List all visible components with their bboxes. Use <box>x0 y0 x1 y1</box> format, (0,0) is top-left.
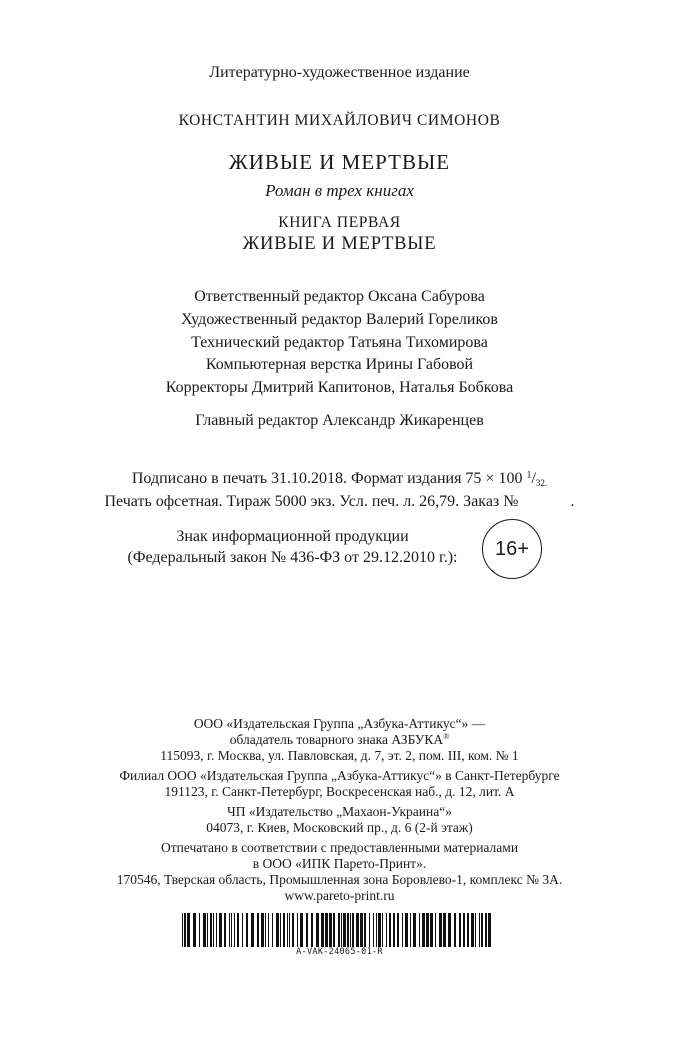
publisher-line: 191123, г. Санкт-Петербург, Воскресенская наб., д. 12, лит. А <box>164 784 515 799</box>
barcode-bar <box>389 913 391 947</box>
barcode-bar <box>251 913 254 947</box>
barcode-bar <box>343 913 346 947</box>
barcode-bar <box>435 913 436 947</box>
barcode-bar <box>463 913 465 947</box>
barcode-bar <box>419 913 420 947</box>
printer-line: 170546, Тверская область, Промышленная зона Боровлево-1, комплекс № 3А. <box>116 872 563 887</box>
credit-line: Технический редактор Татьяна Тихомирова <box>191 334 488 351</box>
credit-line: Ответственный редактор Оксана Сабурова <box>194 288 485 305</box>
barcode-bar <box>297 913 298 947</box>
barcode-bar <box>187 913 190 947</box>
printer-line: в ООО «ИПК Парето-Принт». <box>252 856 427 871</box>
barcode-bar <box>193 913 196 947</box>
print-info-text: Подписано в печать 31.10.2018. Формат издания 75 × 100 <box>131 470 527 487</box>
barcode-bar <box>459 913 461 947</box>
format-fraction-numerator: 1 <box>526 470 532 481</box>
barcode-bar <box>378 913 381 947</box>
barcode-bar <box>488 913 491 947</box>
barcode-bar <box>448 913 451 947</box>
credit-line: Художественный редактор Валерий Гореликов <box>181 311 498 328</box>
barcode-bar <box>471 913 474 947</box>
barcode-bar <box>479 913 480 947</box>
barcode-bar <box>350 913 351 947</box>
credit-line: Компьютерная верстка Ирины Габовой <box>205 356 474 373</box>
publisher-line: 04073, г. Киев, Московский пр., д. 6 (2-й этаж) <box>206 820 473 835</box>
barcode-bar <box>203 913 206 947</box>
barcode-bar <box>257 913 259 947</box>
barcode-bar <box>485 913 487 947</box>
book-subtitle: Роман в трех книгах <box>265 181 414 200</box>
printer-website: www.pareto-print.ru <box>284 888 395 903</box>
print-info-period: . <box>570 493 575 510</box>
barcode-bar <box>210 913 212 947</box>
barcode-bar <box>405 913 408 947</box>
age-rating-badge <box>482 519 542 579</box>
barcode-bar <box>242 913 243 947</box>
barcode-bar <box>219 913 222 947</box>
format-fraction-denominator: 32 <box>535 478 545 488</box>
format-fraction-separator: / <box>531 470 536 487</box>
print-info-line-1 <box>0 470 679 488</box>
barcode-bar <box>268 913 269 947</box>
barcode-bar <box>356 913 359 947</box>
publisher-line <box>0 732 679 748</box>
barcode-bar <box>341 913 342 947</box>
barcode-bar <box>199 913 200 947</box>
barcode-bar <box>184 913 186 947</box>
barcode <box>182 913 498 947</box>
barcode-bar <box>413 913 416 947</box>
barcode-bar <box>216 913 217 947</box>
barcode-bar <box>410 913 411 947</box>
barcode-bar <box>276 913 279 947</box>
chief-editor: Главный редактор Александр Жикаренцев <box>195 412 484 429</box>
info-mark-label: Знак информационной продукции <box>176 528 409 545</box>
edition-type: Литературно-художественное издание <box>209 64 470 81</box>
book-title: ЖИВЫЕ И МЕРТВЫЕ <box>228 150 451 174</box>
volume-label: КНИГА ПЕРВАЯ <box>278 214 401 231</box>
barcode-bar <box>376 913 377 947</box>
barcode-bar <box>280 913 281 947</box>
publisher-line: ЧП «Издательство „Махаон-Украина“» <box>227 804 452 819</box>
credit-line: Корректоры Дмитрий Капитонов, Наталья Бобкова <box>165 379 514 396</box>
print-info-line-2 <box>0 493 679 511</box>
barcode-bar <box>443 913 446 947</box>
barcode-bar <box>292 913 294 947</box>
print-info-period: . <box>544 478 548 488</box>
barcode-bar <box>325 913 328 947</box>
barcode-bar <box>224 913 226 947</box>
barcode-bar <box>426 913 429 947</box>
barcode-text: A-VAK-24065-01-R <box>296 947 383 957</box>
barcode-bar <box>475 913 476 947</box>
barcode-bar <box>300 913 303 947</box>
barcode-bar <box>467 913 469 947</box>
barcode-bar <box>229 913 230 947</box>
barcode-bar <box>382 913 383 947</box>
barcode-bar <box>329 913 332 947</box>
barcode-bar <box>306 913 308 947</box>
volume-title: ЖИВЫЕ И МЕРТВЫЕ <box>242 234 437 254</box>
barcode-bar <box>338 913 340 947</box>
age-rating-value: 16+ <box>495 537 529 560</box>
barcode-bar <box>481 913 483 947</box>
barcode-bar <box>386 913 387 947</box>
barcode-bar <box>231 913 232 947</box>
barcode-bar <box>213 913 214 947</box>
barcode-bar <box>402 913 403 947</box>
barcode-bar <box>347 913 349 947</box>
barcode-bar <box>373 913 374 947</box>
barcode-bar <box>430 913 433 947</box>
publisher-line: Филиал ООО «Издательская Группа „Азбука-Аттикус“» в Санкт-Петербурге <box>119 768 560 783</box>
barcode-bar <box>321 913 324 947</box>
barcode-bar <box>182 913 183 947</box>
barcode-bar <box>261 913 264 947</box>
publisher-line: ООО «Издательская Группа „Азбука-Аттикус“» — <box>193 716 486 731</box>
barcode-bar <box>246 913 248 947</box>
barcode-bar <box>422 913 425 947</box>
info-mark-law: (Федеральный закон № 436-ФЗ от 29.12.2010 г.): <box>127 549 458 566</box>
author-name: КОНСТАНТИН МИХАЙЛОВИЧ СИМОНОВ <box>178 112 501 129</box>
barcode-bar <box>352 913 354 947</box>
barcode-bar <box>364 913 366 947</box>
barcode-bar <box>287 913 288 947</box>
barcode-bar <box>360 913 363 947</box>
barcode-bar <box>207 913 208 947</box>
registered-mark: ® <box>443 732 450 741</box>
barcode-bar <box>265 913 266 947</box>
barcode-bar <box>311 913 313 947</box>
barcode-bar <box>439 913 442 947</box>
printer-line: Отпечатано в соответствии с предоставленными материалами <box>160 840 519 855</box>
publisher-line: 115093, г. Москва, ул. Павловская, д. 7, эт. 2, пом. III, ком. № 1 <box>160 748 519 763</box>
barcode-bar <box>316 913 319 947</box>
barcode-bar <box>289 913 290 947</box>
barcode-bar <box>283 913 285 947</box>
barcode-bar <box>454 913 456 947</box>
barcode-bar <box>234 913 235 947</box>
print-info-text: Печать офсетная. Тираж 5000 экз. Усл. печ. л. 26,79. Заказ № <box>104 493 519 510</box>
barcode-bar <box>333 913 335 947</box>
barcode-bar <box>369 913 370 947</box>
trademark-text: обладатель товарного знака АЗБУКА <box>229 732 444 747</box>
barcode-bar <box>272 913 273 947</box>
barcode-bar <box>393 913 395 947</box>
barcode-bar <box>237 913 239 947</box>
barcode-bar <box>397 913 399 947</box>
